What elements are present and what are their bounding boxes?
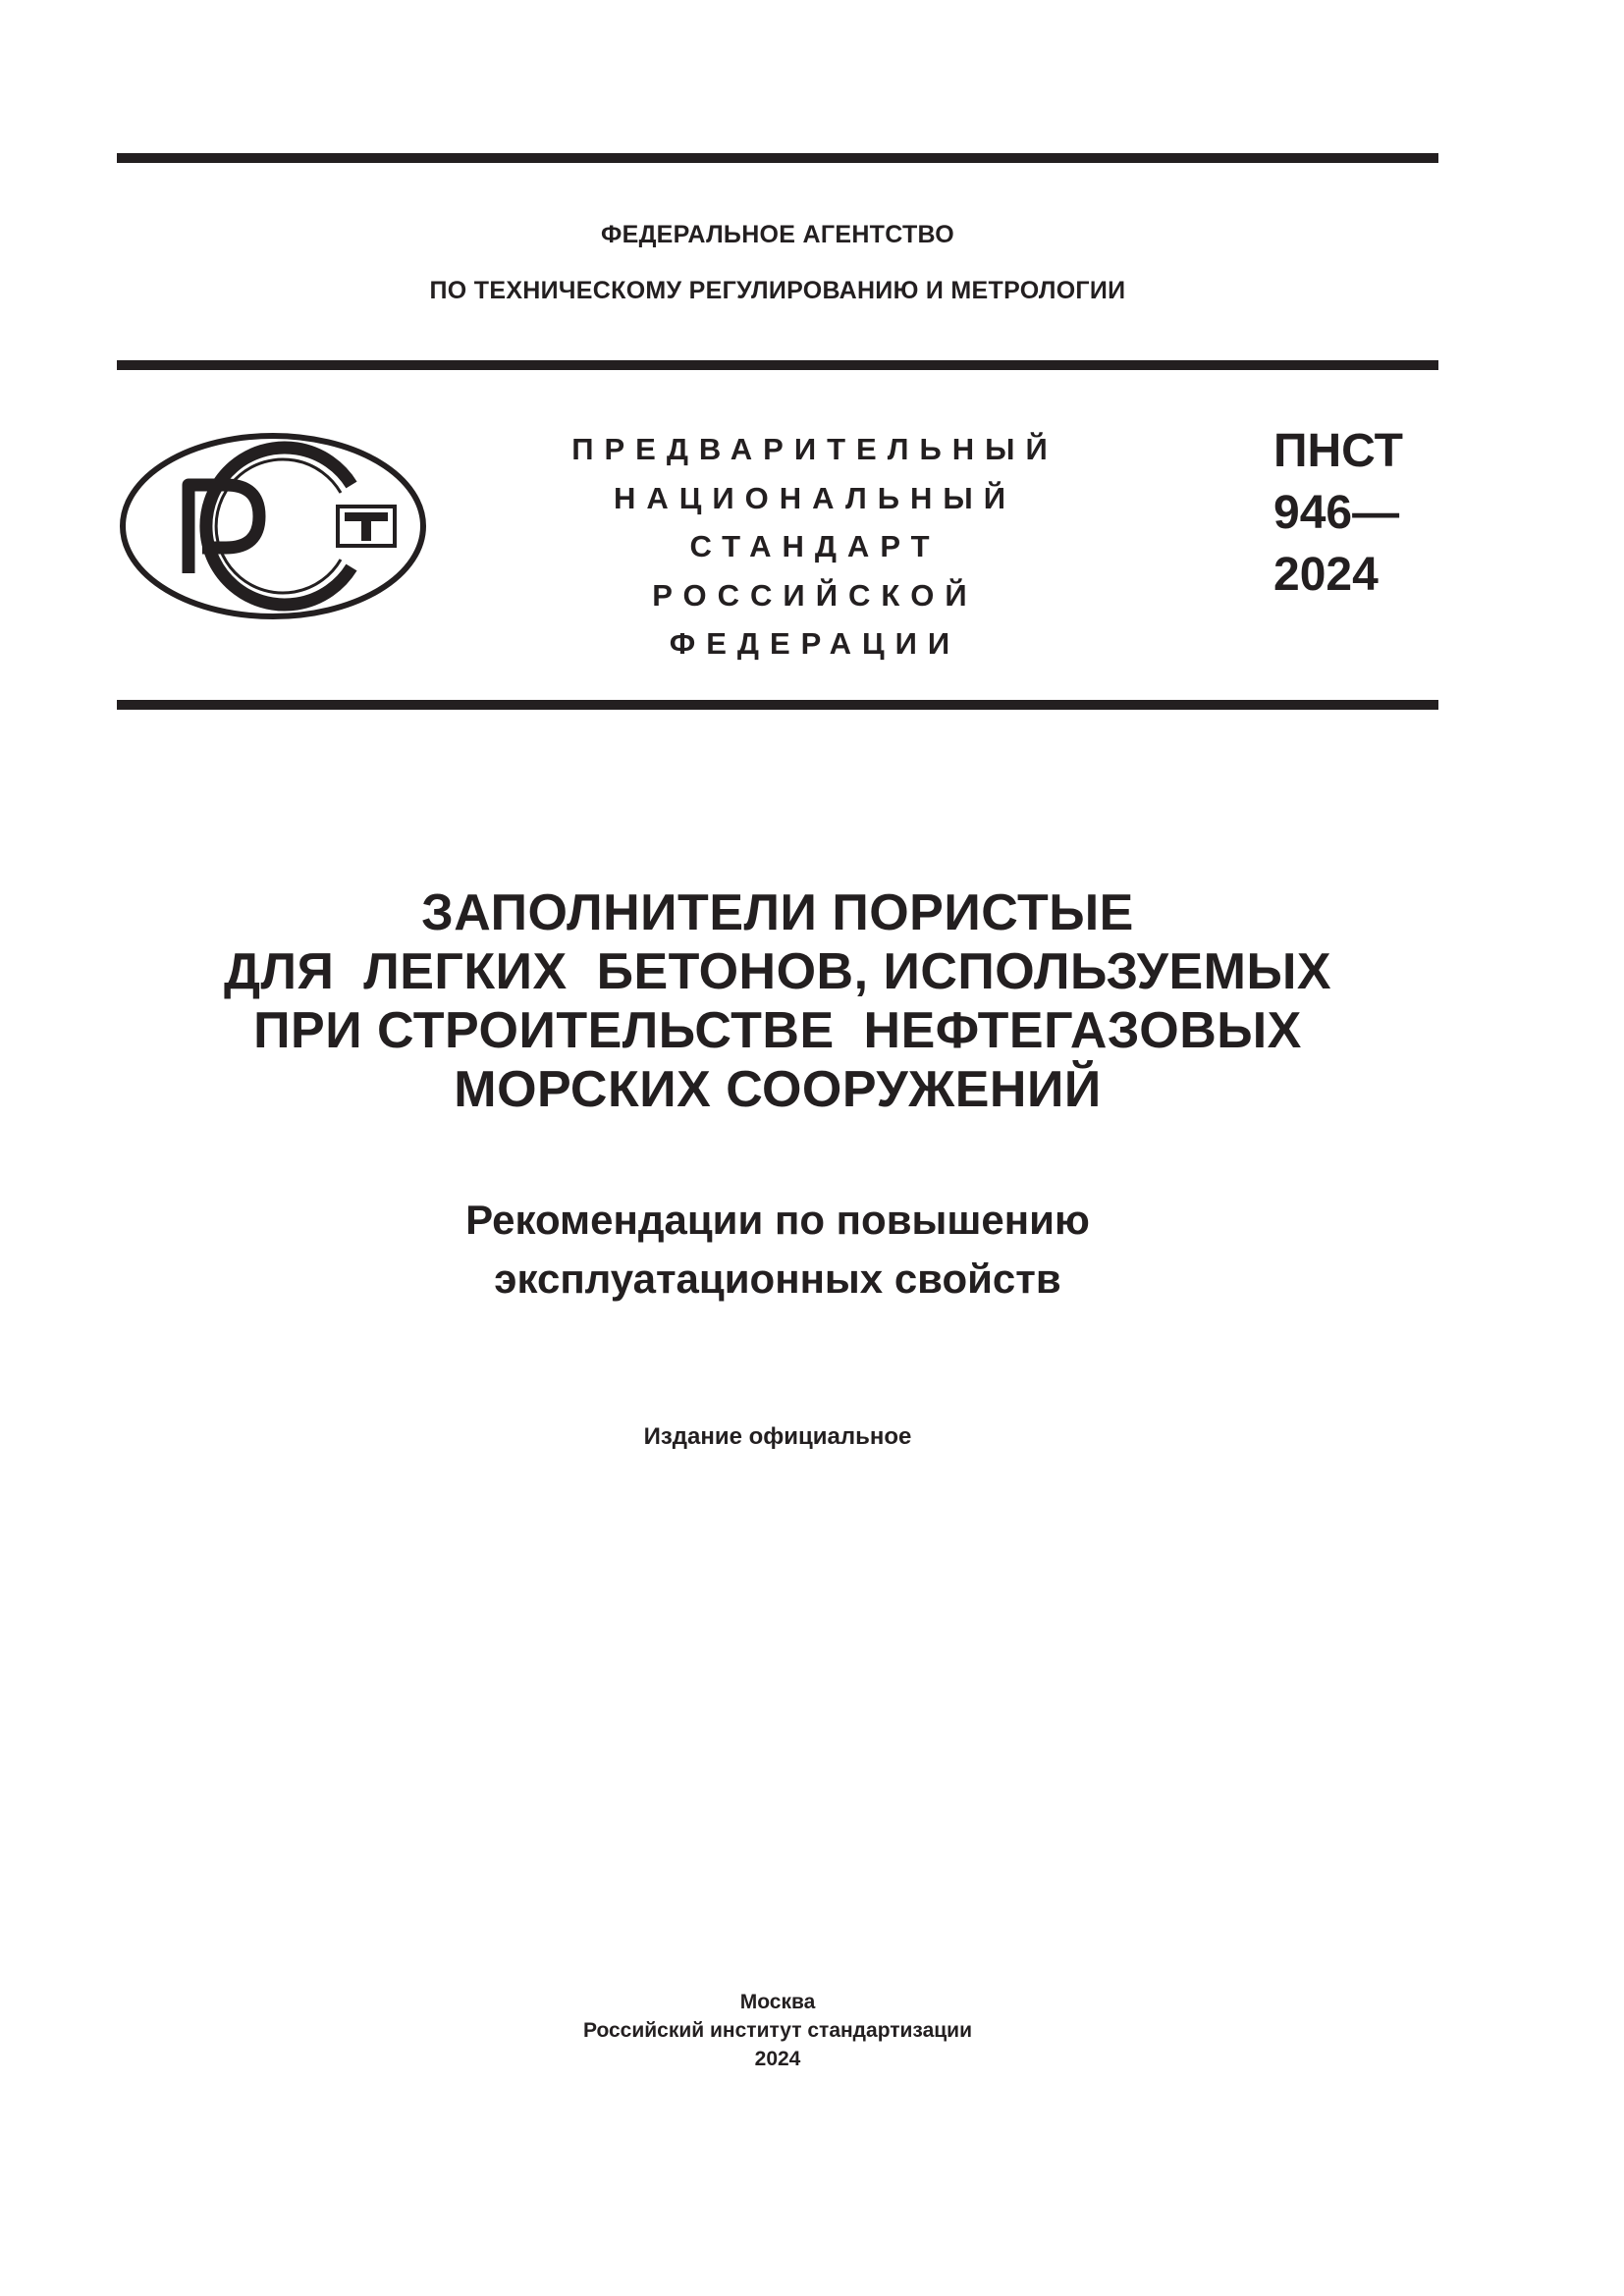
header-divider <box>117 360 1438 370</box>
title-line: ЗАПОЛНИТЕЛИ ПОРИСТЫЕ <box>421 884 1134 941</box>
title-line: ПРИ СТРОИТЕЛЬСТВЕ НЕФТЕГАЗОВЫХ <box>253 1002 1302 1059</box>
standard-number <box>1273 420 1403 606</box>
standard-type-line: РОССИЙСКОЙ <box>652 577 978 613</box>
imprint-publisher: Российский институт стандартизации <box>582 2019 973 2042</box>
standard-type-line: ПРЕДВАРИТЕЛЬНЫЙ <box>571 432 1058 466</box>
standard-number-prefix: ПНСТ <box>1273 425 1403 477</box>
agency-name-line-1: ФЕДЕРАЛЬНОЕ АГЕНТСТВО <box>600 221 955 248</box>
header-bottom-divider <box>117 700 1438 710</box>
standard-type-block <box>550 425 1080 668</box>
gost-r-emblem-icon <box>116 428 430 624</box>
standard-type-line: СТАНДАРТ <box>689 529 941 563</box>
imprint-year: 2024 <box>754 2048 801 2070</box>
standard-number-year: 2024 <box>1273 549 1379 601</box>
document-subtitle <box>117 1191 1438 1308</box>
document-title <box>117 883 1438 1119</box>
edition-label: Издание официальное <box>643 1423 912 1450</box>
agency-name-line-2: ПО ТЕХНИЧЕСКОМУ РЕГУЛИРОВАНИЮ И МЕТРОЛОГИИ <box>429 277 1126 304</box>
title-line: ДЛЯ ЛЕГКИХ БЕТОНОВ, ИСПОЛЬЗУЕМЫХ <box>223 943 1332 1000</box>
standard-type-line: ФЕДЕРАЦИИ <box>669 626 961 661</box>
title-line: МОРСКИХ СООРУЖЕНИЙ <box>454 1061 1102 1118</box>
imprint-city: Москва <box>739 1991 816 2013</box>
subtitle-line: эксплуатационных свойств <box>494 1255 1061 1302</box>
standard-type-line: НАЦИОНАЛЬНЫЙ <box>613 480 1017 515</box>
standard-number-value: 946— <box>1273 487 1400 539</box>
subtitle-line: Рекомендации по повышению <box>465 1197 1090 1243</box>
top-divider <box>117 153 1438 163</box>
imprint <box>117 1988 1438 2073</box>
